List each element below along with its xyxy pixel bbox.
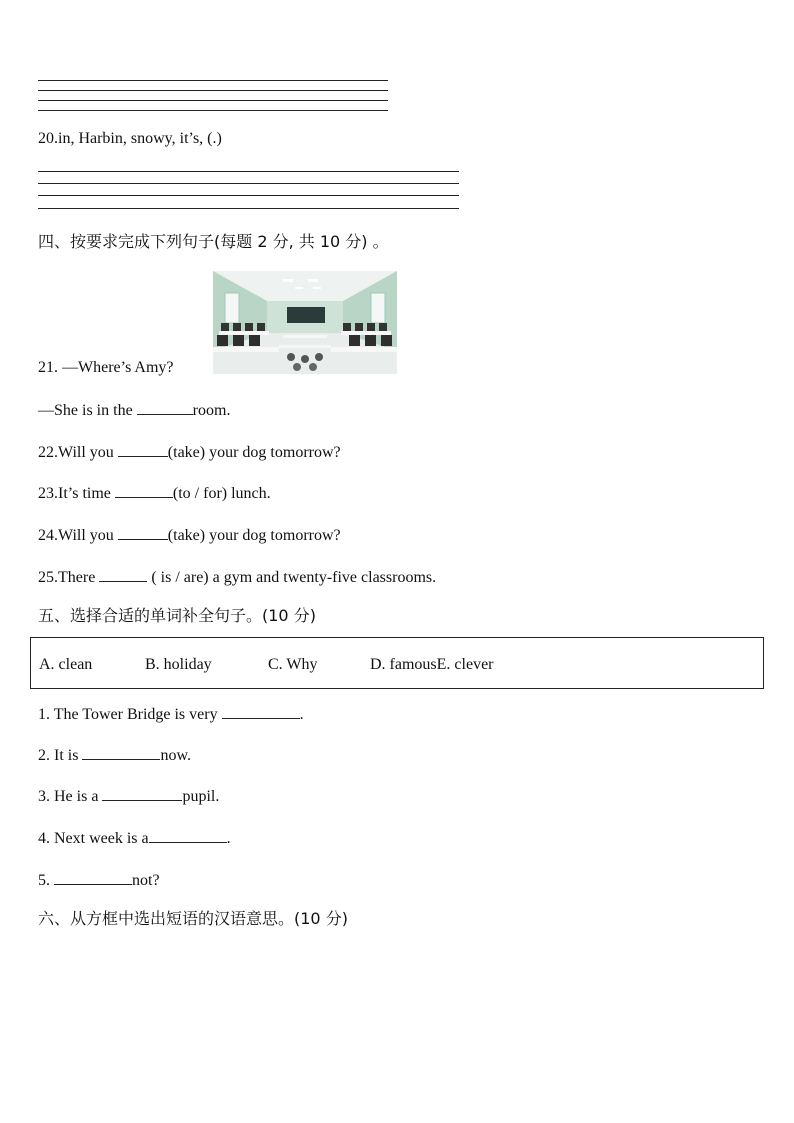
q23-blank[interactable]: [115, 482, 173, 498]
word-option-c: C. Why: [268, 656, 318, 673]
q21-answer-suffix: room.: [192, 402, 231, 419]
q25-prefix: 25.There: [38, 569, 100, 586]
classroom-photo: [213, 271, 397, 374]
s5-item-5-blank[interactable]: [54, 869, 132, 885]
s5-item-2-prefix: 2. It is: [38, 747, 83, 764]
q22-blank[interactable]: [118, 441, 168, 457]
q20-answer-line-4: [38, 208, 459, 209]
q23-prefix: 23.It’s time: [38, 485, 115, 502]
s5-item-1-blank[interactable]: [222, 703, 300, 719]
s5-item-1-suffix: .: [299, 706, 304, 723]
s5-item-2: [38, 744, 191, 766]
q25-item: [38, 566, 436, 588]
q23-suffix: (to / for) lunch.: [172, 485, 271, 502]
q19-answer-line-4: [38, 110, 388, 111]
s5-item-4: [38, 827, 231, 849]
q21-blank[interactable]: [137, 399, 193, 415]
word-option-d-e: D. famousE. clever: [370, 656, 494, 673]
q19-answer-line-1: [38, 80, 388, 81]
q22-prefix: 22.Will you: [38, 444, 118, 461]
q20-prompt: 20.in, Harbin, snowy, it’s, (.): [38, 130, 222, 147]
q22-suffix: (take) your dog tomorrow?: [167, 444, 341, 461]
q24-item: [38, 524, 341, 546]
q25-suffix: ( is / are) a gym and twenty-five classrooms.: [147, 569, 437, 586]
word-option-a: A. clean: [39, 656, 93, 673]
s5-item-3-suffix: pupil.: [182, 788, 220, 805]
q24-prefix: 24.Will you: [38, 527, 118, 544]
s5-item-2-blank[interactable]: [82, 744, 160, 760]
q19-answer-line-3: [38, 100, 388, 101]
s5-item-3: [38, 785, 219, 807]
q19-answer-line-2: [38, 90, 388, 91]
s5-item-1: [38, 703, 304, 725]
q22-item: [38, 441, 341, 463]
section4-heading: 四、按要求完成下列句子(每题 2 分, 共 10 分) 。: [38, 232, 389, 251]
s5-item-1-prefix: 1. The Tower Bridge is very: [38, 706, 222, 723]
s5-item-3-blank[interactable]: [102, 785, 182, 801]
word-option-b: B. holiday: [145, 656, 212, 673]
q23-item: [38, 482, 271, 504]
s5-item-5: [38, 869, 160, 891]
q21-question: 21. —Where’s Amy?: [38, 359, 174, 376]
s5-item-4-blank[interactable]: [149, 827, 227, 843]
section5-heading: 五、选择合适的单词补全句子。(10 分): [38, 606, 316, 625]
q25-blank[interactable]: [99, 566, 147, 582]
s5-item-4-prefix: 4. Next week is a: [38, 830, 149, 847]
q20-answer-line-1: [38, 171, 459, 172]
q20-answer-line-3: [38, 195, 459, 196]
q20-answer-line-2: [38, 183, 459, 184]
s5-item-5-suffix: not?: [132, 872, 160, 889]
section6-heading: 六、从方框中选出短语的汉语意思。(10 分): [38, 909, 348, 928]
q21-answer: [38, 399, 230, 421]
q24-suffix: (take) your dog tomorrow?: [167, 527, 341, 544]
q24-blank[interactable]: [118, 524, 168, 540]
s5-item-4-suffix: .: [226, 830, 231, 847]
word-bank-box: [30, 637, 764, 689]
q21-answer-prefix: —She is in the: [38, 402, 137, 419]
s5-item-5-prefix: 5.: [38, 872, 54, 889]
computer-room-illustration: [213, 271, 397, 374]
s5-item-3-prefix: 3. He is a: [38, 788, 103, 805]
s5-item-2-suffix: now.: [160, 747, 191, 764]
